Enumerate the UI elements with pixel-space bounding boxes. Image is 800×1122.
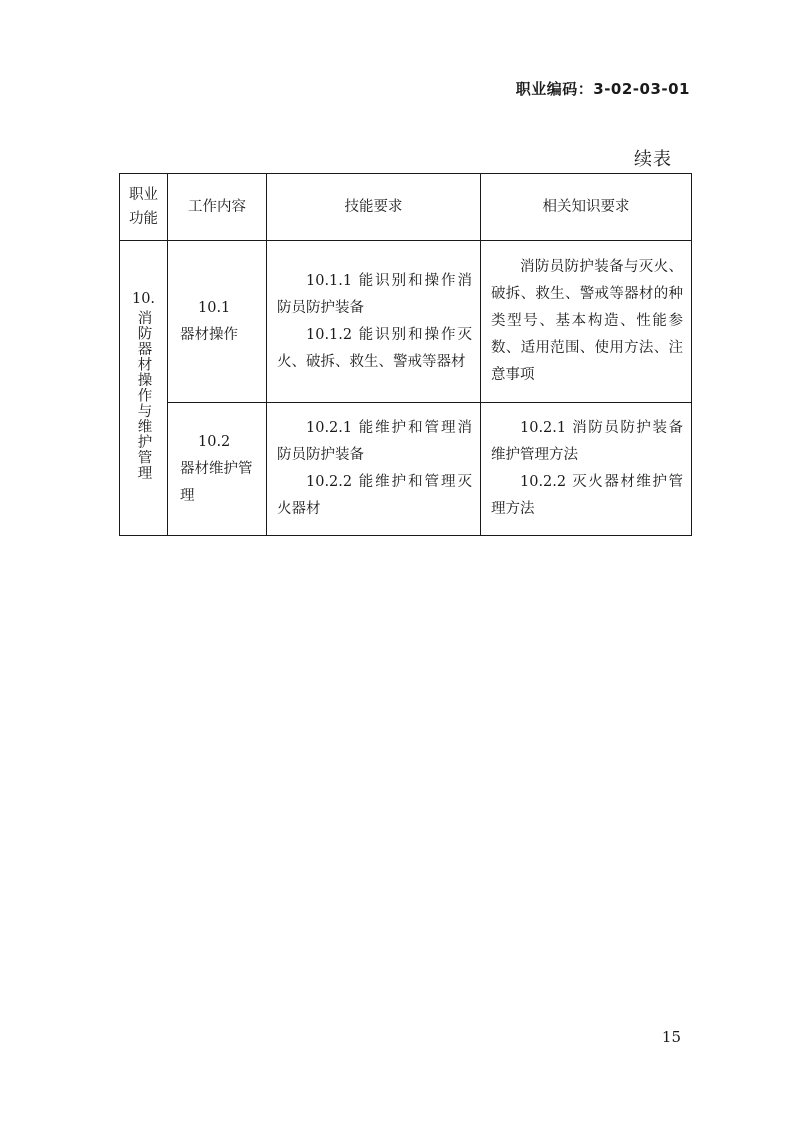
requirements-table bbox=[119, 173, 692, 536]
skill-item: 10.2.2 能维护和管理灭火器材 bbox=[277, 474, 472, 517]
function-cell bbox=[120, 241, 168, 536]
skill-cell bbox=[267, 403, 481, 536]
skill-item: 10.1.2 能识别和操作灭火、破拆、救生、警戒等器材 bbox=[277, 326, 472, 370]
table-row bbox=[120, 403, 692, 536]
header-work: 工作内容 bbox=[168, 174, 267, 241]
table-row bbox=[120, 241, 692, 403]
knowledge-item: 10.2.2 灭火器材维护管理方法 bbox=[491, 474, 683, 517]
header-function-line1: 职业 bbox=[129, 187, 158, 203]
work-cell: 10.1 器材操作 bbox=[168, 241, 267, 403]
knowledge-item: 10.2.1 消防员防护装备维护管理方法 bbox=[491, 420, 683, 463]
function-name: 消防器材操作与维护管理 bbox=[135, 310, 152, 481]
knowledge-cell bbox=[481, 241, 692, 403]
work-cell: 10.2 器材维护管理 bbox=[168, 403, 267, 536]
knowledge-item: 消防员防护装备与灭火、破拆、救生、警戒等器材的种类型号、基本构造、性能参数、适用范围、使用方法、注意事项 bbox=[491, 259, 683, 383]
knowledge-cell bbox=[481, 403, 692, 536]
header-function bbox=[120, 174, 168, 241]
table-header-row bbox=[120, 174, 692, 241]
occupation-code: 职业编码：3-02-03-01 bbox=[515, 80, 690, 98]
continued-label: 续表 bbox=[634, 149, 672, 170]
skill-item: 10.2.1 能维护和管理消防员防护装备 bbox=[277, 420, 472, 463]
header-knowledge: 相关知识要求 bbox=[481, 174, 692, 241]
header-function-line2: 功能 bbox=[129, 211, 158, 227]
skill-cell bbox=[267, 241, 481, 403]
function-number: 10. bbox=[131, 291, 156, 308]
header-skill: 技能要求 bbox=[267, 174, 481, 241]
page-number: 15 bbox=[661, 1028, 681, 1046]
skill-item: 10.1.1 能识别和操作消防员防护装备 bbox=[277, 272, 472, 316]
